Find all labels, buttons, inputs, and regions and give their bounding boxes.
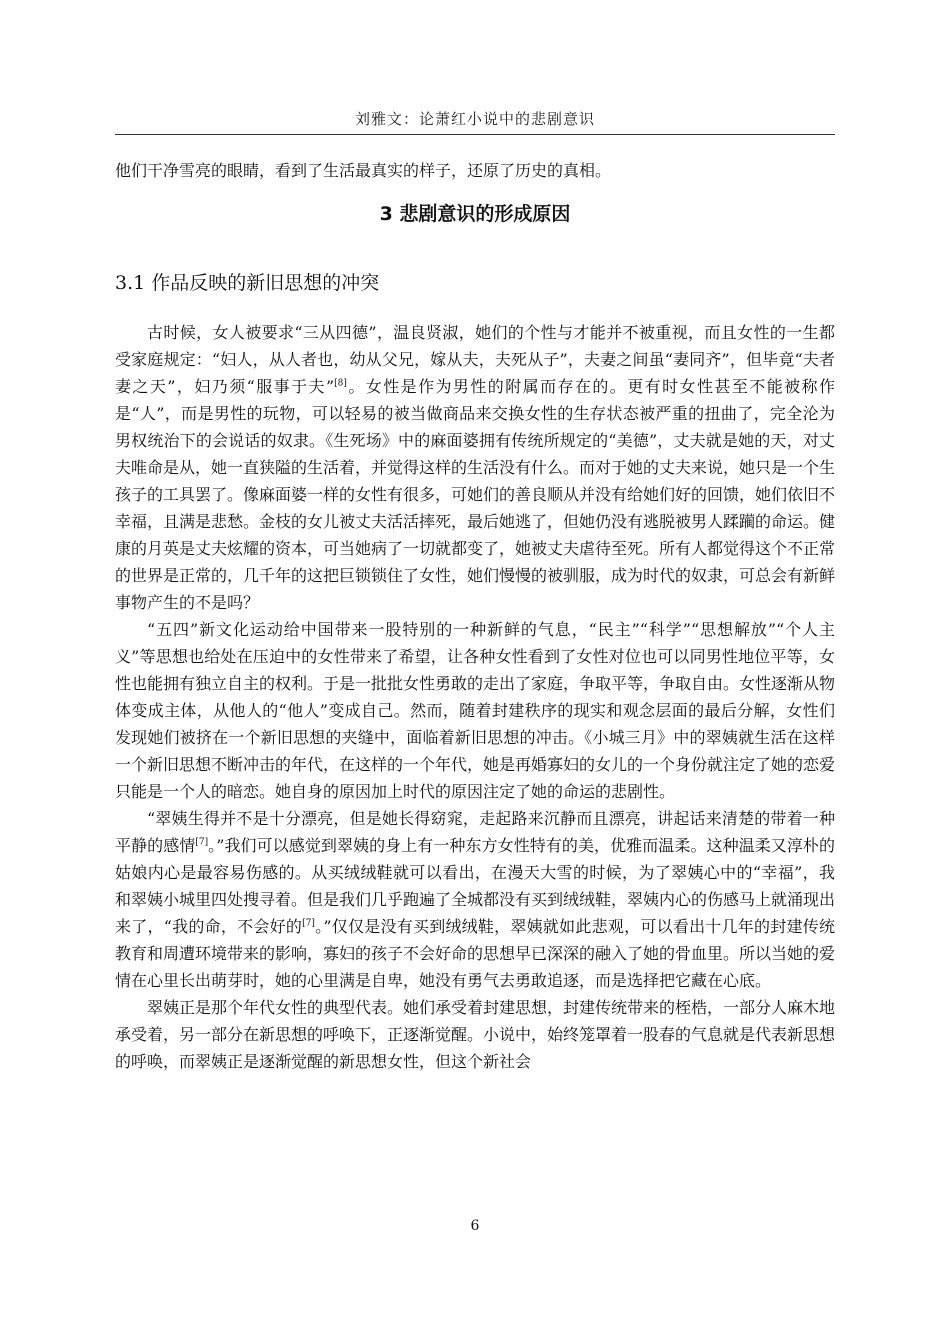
paragraph-2: “五四”新文化运动给中国带来一股特别的一种新鲜的气息，“民主”“科学”“思想解放”“个人主义”等思想也给处在压迫中的女性带来了希望，让各种女性看到了女性对位也可以同男性地位平等，女性也能拥有独立自主的权利。于是一批批女性勇敢的走出了家庭，争取平等，争取自由。女性逐渐从物体变成主体，从他人的“他人”变成自己。然而，随着封建秩序的现实和观念层面的最后分解，女性们发现她们被挤在一个新旧思想的夹缝中，面临着新旧思想的冲击。《小城三月》中的翠姨就生活在这样一个新旧思想不断冲击的年代，在这样的一个年代，她是再婚寡妇的女儿的一个身份就注定了她的恋爱只能是一个人的暗恋。她自身的原因加上时代的原因注定了她的命运的悲剧性。 (115, 620, 836, 801)
paragraph-3 (115, 805, 835, 994)
paragraph-3-text-a: “翠姨生得并不是十分漂亮，但是她长得窈窕，走起路来沉静而且漂亮，讲起话来清楚的带着一种平静的感情 (115, 809, 835, 855)
subsection-title: 3.1 作品反映的新旧思想的冲突 (115, 272, 380, 294)
paragraph-1-text-a: 古时候，女人被要求“三从四德”，温良贤淑，她们的个性与才能并不被重视，而且女性的一生都受家庭规定：“妇人，从人者也，幼从父兄，嫁从夫，夫死从子”，夫妻之间虽“妻同齐”，但毕竟“夫者妻之天”，妇乃须“服事于夫” (115, 323, 835, 396)
paragraph-1 (115, 319, 835, 616)
paragraph-4: 翠姨正是那个年代女性的典型代表。她们承受着封建思想，封建传统带来的桎梏，一部分人麻木地承受着，另一部分在新思想的呼唤下，正逐渐觉醒。小说中，始终笼罩着一股春的气息就是代表新思想的呼唤，而翠姨正是逐渐觉醒的新思想女性，但这个新社会 (115, 998, 836, 1071)
section-title: 3 悲剧意识的形成原因 (379, 203, 571, 225)
running-header: 刘雅文：论萧红小说中的悲剧意识 (354, 110, 595, 128)
page-body (115, 157, 835, 1075)
page-number: 6 (470, 1218, 480, 1234)
citation-7b: [7] (302, 918, 315, 929)
continued-paragraph: 他们干净雪亮的眼睛，看到了生活最真实的样子，还原了历史的真相。 (115, 161, 612, 180)
paragraph-3-text-c: 。”仅仅是没有买到绒绒鞋，翠姨就如此悲观，可以看出十几年的封建传统教育和周遭环境带来的影响，寡妇的孩子不会好命的思想早已深深的融入了她的骨血里。所以当她的爱情在心里长出萌芽时，她的心里满是自卑，她没有勇气去勇敢追逐，而是选择把它藏在心底。 (115, 917, 836, 990)
paragraph-3-text-b: 。”我们可以感觉到翠姨的身上有一种东方女性特有的美，优雅而温柔。这种温柔又淳朴的姑娘内心是最容易伤感的。从买绒绒鞋就可以看出，在漫天大雪的时候，为了翠姨心中的“幸福”，我和翠姨小城里四处搜寻着。但是我们几乎跑遍了全城都没有买到绒绒鞋，翠姨内心的伤感马上就涌现出来了，“我的命，不会好的 (115, 836, 836, 936)
citation-7a: [7] (195, 837, 209, 848)
header-rule (115, 134, 835, 135)
paragraph-1-text-b: 。女性是作为男性的附属而存在的。更有时女性甚至不能被称作是“人”，而是男性的玩物，可以轻易的被当做商品来交换女性的生存状态被严重的扭曲了，完全沦为男权统治下的会说话的奴隶。《生死场》中的麻面婆拥有传统所规定的“美德”，丈夫就是她的天，对丈夫唯命是从，她一直狭隘的生活着，并觉得这样的生活没有什么。而对于她的丈夫来说，她只是一个生孩子的工具罢了。像麻面婆一样的女性有很多，可她们的善良顺从并没有给她们好的回馈，她们依旧不幸福，且满是悲愁。金枝的女儿被丈夫活活摔死，最后她逃了，但她仍没有逃脱被男人蹂躏的命运。健康的月英是丈夫炫耀的资本，可当她病了一切就都变了，她被丈夫虐待至死。所有人都觉得这个不正常的世界是正常的，几千年的这把巨锁锁住了女性，她们慢慢的被驯服，成为时代的奴隶，可总会有新鲜事物产生的不是吗？ (115, 377, 836, 612)
citation-8: [8] (334, 378, 347, 389)
